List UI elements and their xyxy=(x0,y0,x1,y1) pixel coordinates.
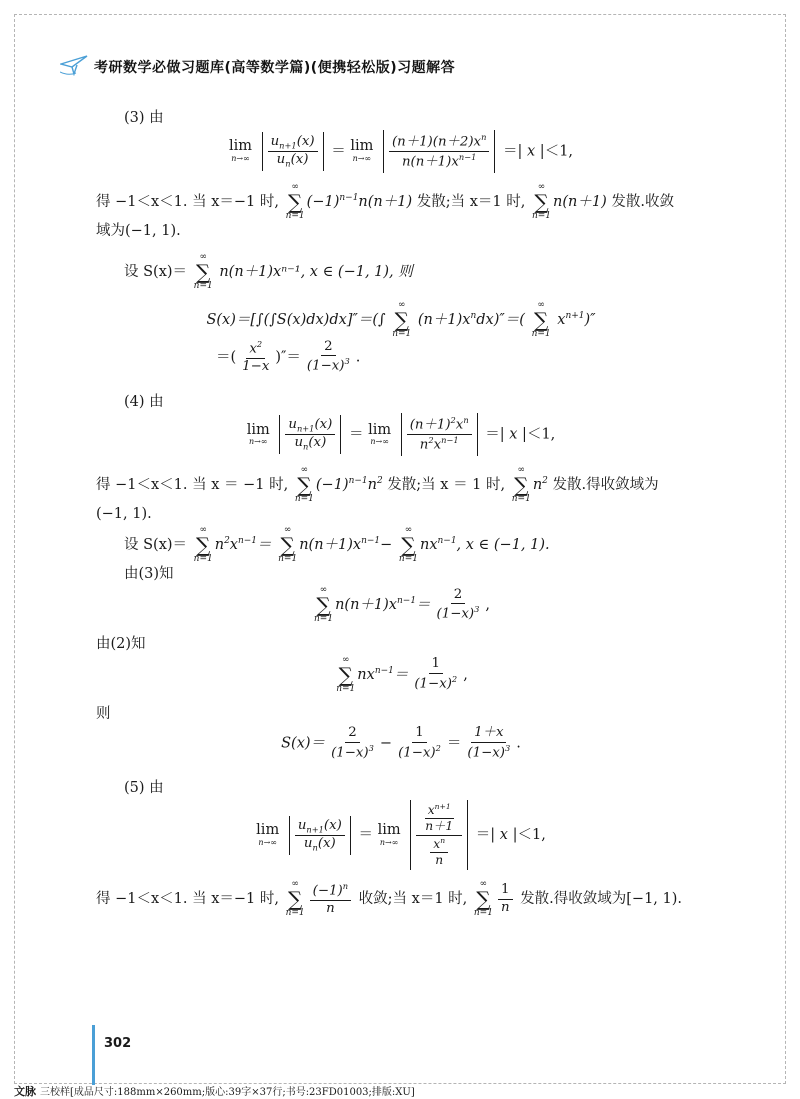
paper-plane-icon xyxy=(60,54,88,80)
section-5-result: 得 −1＜x＜1. 当 x＝−1 时, ∞ ∑ n=1 $\frac{(-1)^n}{n}$ 收敛;当 x＝1 时, ∞ ∑ n=1 $\frac{1}{n}$ 发散.得收敛域为[−1, 1). xyxy=(96,879,683,919)
section-3-set-s: 设 S(x)＝ ∞ ∑ n=1 n(n＋1)xⁿ⁻¹, x ∈ (−1, 1), 则 xyxy=(124,251,413,291)
formula-3-s1: S(x)＝[∫(∫S(x)dx)dx]″＝(∫ ∞ ∑ n=1 $(n+1)x^ndx)''=$( ∞ ∑ n=1 $x^{n+1})''$ xyxy=(206,299,596,339)
formula-3-s2: ＝( $\frac{x^2}{1-x}$ )″＝ $\frac{2}{(1-x)^3}$ . xyxy=(216,338,361,374)
page-body xyxy=(96,108,706,918)
page-number-bar xyxy=(92,1025,95,1085)
formula-4-by2: ∞ ∑ n=1 $nx^{n-1}=$ $\frac{1}{(1-x)^2}$ , xyxy=(336,654,468,694)
section-4-by2: 由(2)知 xyxy=(96,635,146,652)
section-3-label: (3) 由 xyxy=(124,110,164,126)
section-4-by3: 由(3)知 xyxy=(124,566,174,583)
footer-info: 三校样[成品尺寸:188mm×260mm;版心:39字×37行;书号:23FD01003;排版:XU] xyxy=(40,1087,415,1098)
section-4-then: 则 xyxy=(96,705,111,722)
footer-brand: 文脉 xyxy=(14,1085,36,1098)
section-4-result: 得 −1＜x＜1. 当 x ＝ −1 时, ∞ ∑ n=1 $(-1)^{n-1}n^2$ 发散;当 x ＝ 1 时, ∞ ∑ n=1 $n^2$ 发散.得收敛域为 xyxy=(96,465,659,505)
formula-5-ratio: lim n→∞ $\frac{u_{n+1}(x)}{u_n(x)}$ ＝ lim n→∞ $\frac{\frac{x^{n+1}}{n+1}}{\frac{x^n}{n}}$ ＝| x |＜1, xyxy=(96,800,706,870)
formula-4-ratio: lim n→∞ $\frac{u_{n+1}(x)}{u_n(x)}$ ＝ lim n→∞ $\frac{(n+1)^2x^n}{n^2x^{n-1}}$ ＝| x |＜1, xyxy=(96,413,706,456)
section-4-label: (4) 由 xyxy=(124,393,164,410)
print-footer xyxy=(14,1083,415,1099)
formula-4-result: S(x)＝ $\frac{2}{(1-x)^3}$ − $\frac{1}{(1-x)^2}$ ＝ $\frac{1+x}{(1-x)^3}$ . xyxy=(281,725,521,761)
formula-3-ratio: lim n→∞ $\frac{u_{n+1}(x)}{u_n(x)}$ ＝ lim n→∞ $\frac{(n+1)(n+2)x^n}{n(n+1)x^{n-1}}$ ＝| x |＜1, xyxy=(96,130,706,173)
section-3-result: 得 −1＜x＜1. 当 x＝−1 时, ∞ ∑ n=1 $(-1)^{n-1}n(n+1)$ 发散;当 x＝1 时, ∞ ∑ n=1 n(n＋1) 发散.收敛 xyxy=(96,181,674,221)
section-5-label: (5) 由 xyxy=(124,780,164,797)
page-number: 302 xyxy=(104,1036,132,1051)
formula-4-by3: ∞ ∑ n=1 $n(n+1)x^{n-1}=$ $\frac{2}{(1-x)^3}$ , xyxy=(314,584,490,624)
page-header xyxy=(60,52,455,82)
section-4-set-s: 设 S(x)＝ ∞ ∑ n=1 $n^2x^{n-1}=$ ∞ ∑ n=1 $n(n+1)x^{n-1}-$ ∞ ∑ n=1 $nx^{n-1}$, x ∈ (−1, 1). xyxy=(124,525,550,565)
section-4-domain: (−1, 1). xyxy=(96,506,152,523)
page-title: 考研数学必做习题库(高等数学篇)(便携轻松版)习题解答 xyxy=(94,60,456,76)
section-3-domain: 域为(−1, 1). xyxy=(96,222,181,239)
